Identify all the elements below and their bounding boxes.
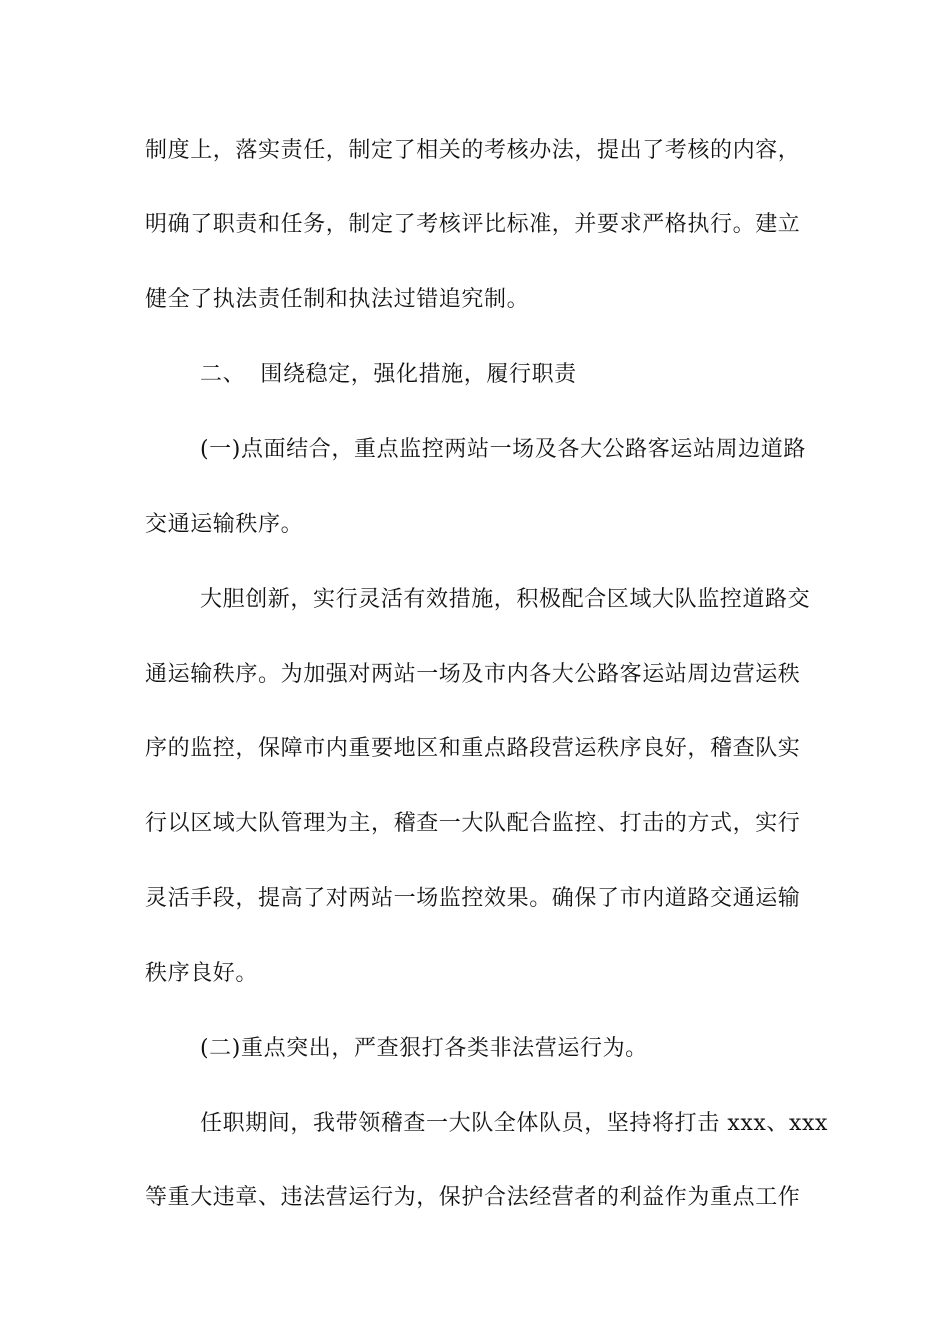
- paragraph-line: 健全了执法责任制和执法过错追究制。: [145, 287, 530, 312]
- paragraph-line: 任职期间，我带领稽查一大队全体队员，坚持将打击 xxx、xxx: [200, 1111, 829, 1136]
- subsection-heading: (一)点面结合，重点监控两站一场及各大公路客运站周边道路: [200, 437, 806, 462]
- subsection-heading: (二)重点突出，严查狠打各类非法营运行为。: [200, 1036, 648, 1061]
- paragraph-line: 通运输秩序。为加强对两站一场及市内各大公路客运站周边营运秩: [145, 662, 801, 687]
- paragraph-line: 秩序良好。: [145, 961, 259, 986]
- paragraph-line: 序的监控，保障市内重要地区和重点路段营运秩序良好，稽查队实: [145, 736, 801, 761]
- paragraph-line: 明确了职责和任务，制定了考核评比标准，并要求严格执行。建立: [145, 212, 801, 237]
- paragraph-line: 行以区域大队管理为主，稽查一大队配合监控、打击的方式，实行: [145, 811, 801, 836]
- paragraph-line: 灵活手段，提高了对两站一场监控效果。确保了市内道路交通运输: [145, 886, 801, 911]
- paragraph-line: 制度上，落实责任，制定了相关的考核办法，提出了考核的内容，: [145, 138, 801, 163]
- paragraph-line: 交通运输秩序。: [145, 512, 304, 537]
- paragraph-line: 等重大违章、违法营运行为，保护合法经营者的利益作为重点工作: [145, 1185, 801, 1210]
- paragraph-line: 大胆创新，实行灵活有效措施，积极配合区域大队监控道路交: [200, 587, 811, 612]
- section-heading: 二、 围绕稳定，强化措施，履行职责: [200, 362, 577, 387]
